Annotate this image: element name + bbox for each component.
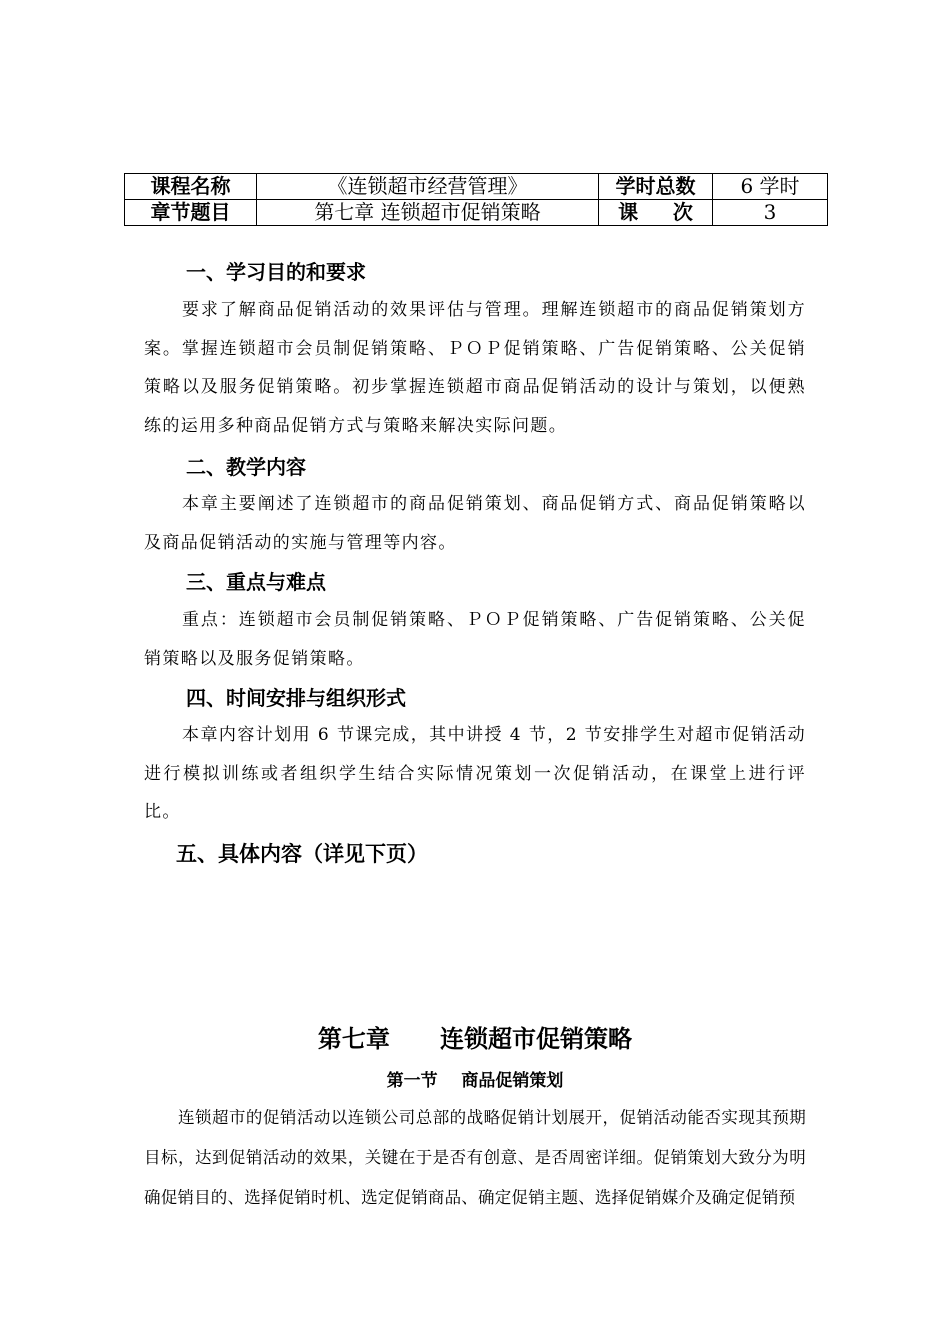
chapter-topic-value: 第七章 连锁超市促销策略 xyxy=(257,200,599,226)
chapter-title: 第七章 连锁超市促销策略 xyxy=(317,1025,633,1053)
section-paragraph: 重点：连锁超市会员制促销策略、ＰＯＰ促销策略、广告促销策略、公关促销策略以及服务促销策略。 xyxy=(144,610,806,669)
table-row xyxy=(125,200,828,226)
session-label: 课 次 xyxy=(599,200,713,226)
course-name-value: 《连锁超市经营管理》 xyxy=(257,174,599,200)
course-name-label: 课程名称 xyxy=(125,174,257,200)
section-paragraph: 要求了解商品促销活动的效果评估与管理。理解连锁超市的商品促销策划方案。掌握连锁超市会员制促销策略、ＰＯＰ促销策略、广告促销策略、公关促销策略以及服务促销策略。初步掌握连锁超市商品促销活动的设计与策划，以便熟练的运用多种商品促销方式与策略来解决实际问题。 xyxy=(144,300,806,436)
session-value: 3 xyxy=(713,200,828,226)
course-info-table xyxy=(124,173,828,226)
chapter-topic-label: 章节题目 xyxy=(125,200,257,226)
total-hours-label: 学时总数 xyxy=(599,174,713,200)
total-hours-value: 6 学时 xyxy=(713,174,828,200)
section-heading: 二、教学内容 xyxy=(186,455,306,479)
chapter-paragraph: 连锁超市的促销活动以连锁公司总部的战略促销计划展开，促销活动能否实现其预期目标，达到促销活动的效果，关键在于是否有创意、是否周密详细。促销策划大致分为明确促销目的、选择促销时机、选定促销商品、确定促销主题、选择促销媒介及确定促销预 xyxy=(144,1108,806,1207)
section-heading: 五、具体内容（详见下页） xyxy=(176,842,428,866)
table-row xyxy=(125,174,828,200)
section-paragraph: 本章内容计划用 6 节课完成，其中讲授 4 节，2 节安排学生对超市促销活动进行模拟训练或者组织学生结合实际情况策划一次促销活动，在课堂上进行评比。 xyxy=(144,725,806,822)
section-paragraph: 本章主要阐述了连锁超市的商品促销策划、商品促销方式、商品促销策略以及商品促销活动的实施与管理等内容。 xyxy=(144,494,806,553)
section-heading: 三、重点与难点 xyxy=(186,570,326,594)
section-heading: 四、时间安排与组织形式 xyxy=(186,686,406,710)
section-title: 第一节 商品促销策划 xyxy=(386,1071,564,1091)
section-heading: 一、学习目的和要求 xyxy=(186,260,366,284)
